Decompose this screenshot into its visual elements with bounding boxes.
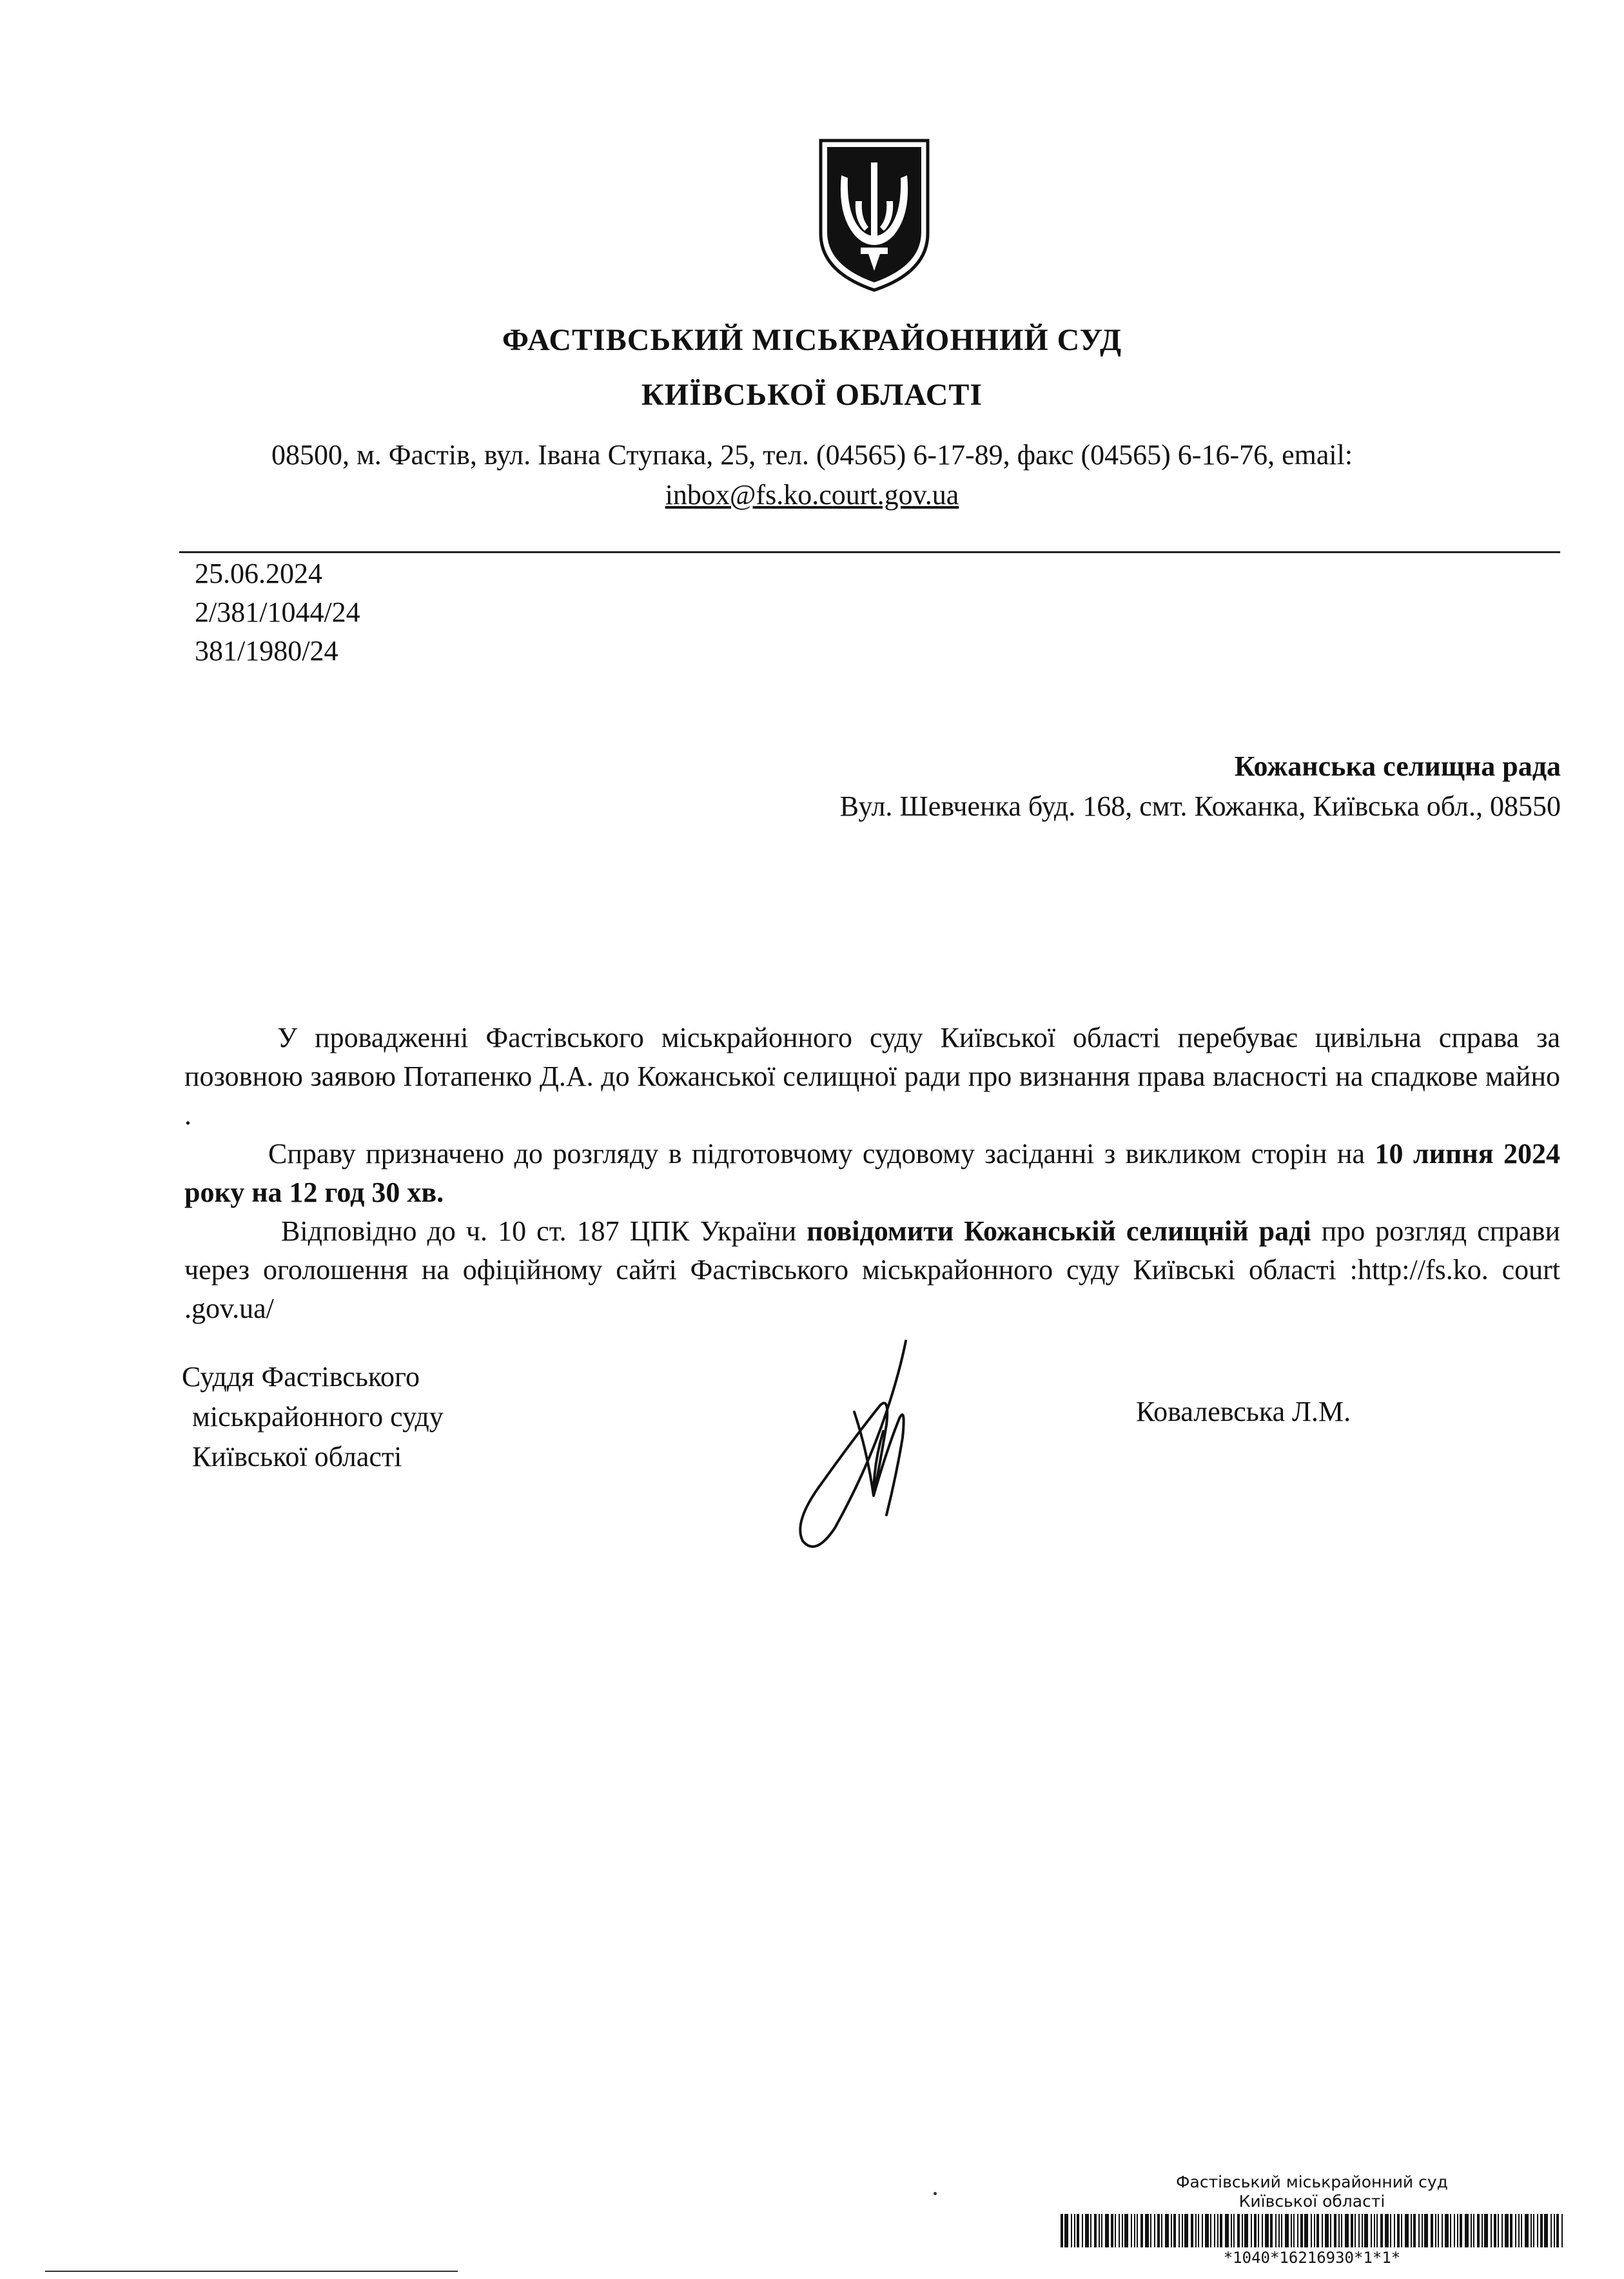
judge-title-line1: Суддя Фастівського [182,1361,420,1393]
body-paragraph-2 [184,1135,1560,1212]
barcode-text: *1040*16216930*1*1* [1223,2249,1401,2267]
recipient-name: Кожанська селищна рада [1234,750,1561,782]
body-paragraph-3-text-a: Відповідно до ч. 10 ст. 187 ЦПК України [281,1215,807,1247]
header-divider [179,551,1560,553]
outgoing-number: 2/381/1044/24 [195,596,360,628]
judge-title-block [182,1357,444,1477]
court-name-line1: ФАСТІВСЬКИЙ МІСЬКРАЙОННИЙ СУД [502,323,1122,357]
court-email[interactable]: inbox@fs.ko.court.gov.ua [665,479,959,511]
judge-name: Ковалевська Л.М. [1136,1396,1351,1427]
court-email-line [0,478,1624,511]
scan-dot [934,2192,937,2195]
judge-title-line2: міськрайонного суду [192,1401,444,1433]
trident-emblem-icon [816,137,933,294]
notification-directive: повідомити Кожанській селищній раді [807,1215,1311,1247]
handwritten-signature [777,1335,944,1554]
case-number: 381/1980/24 [195,635,338,667]
barcode [1061,2214,1563,2247]
footer-line [45,2271,458,2272]
recipient-block [840,747,1561,827]
registry-stamp [1061,2173,1563,2211]
document-meta [195,554,360,670]
court-address: 08500, м. Фастів, вул. Івана Ступака, 25, тел. (04565) 6-17-89, факс (04565) 6-16-76, email: [271,439,1353,471]
judge-title-line3: Київської області [192,1441,402,1472]
letter-body [184,1019,1560,1328]
stamp-line1: Фастівський міськрайонний суд [1176,2173,1448,2191]
stamp-line2: Київської області [1238,2192,1385,2211]
body-paragraph-3-text-b: про розгляд справи через оголошення на офіційному сайті Фастівського міськрайонного суду Київські області :http://fs.ko. court .gov.ua/ [184,1215,1561,1324]
body-paragraph-1: У провадженні Фастівського міськрайонного суду Київської області перебуває цивільна справа за позовною заявою Потапенко Д.А. до Кожанської селищної ради про визнання права власності на спадкове майно . [184,1022,1560,1131]
court-name-line2: КИЇВСЬКОЇ ОБЛАСТІ [641,378,983,412]
body-paragraph-2-text: Справу призначено до розгляду в підготовчому судовому засіданні з викликом сторін на [268,1138,1375,1169]
recipient-address: Вул. Шевченка буд. 168, смт. Кожанка, Київська обл., 08550 [839,790,1561,822]
hearing-datetime: 10 липня 2024 року на 12 год 30 хв. [184,1138,1561,1208]
document-date: 25.06.2024 [195,558,322,589]
body-paragraph-3 [184,1212,1560,1328]
